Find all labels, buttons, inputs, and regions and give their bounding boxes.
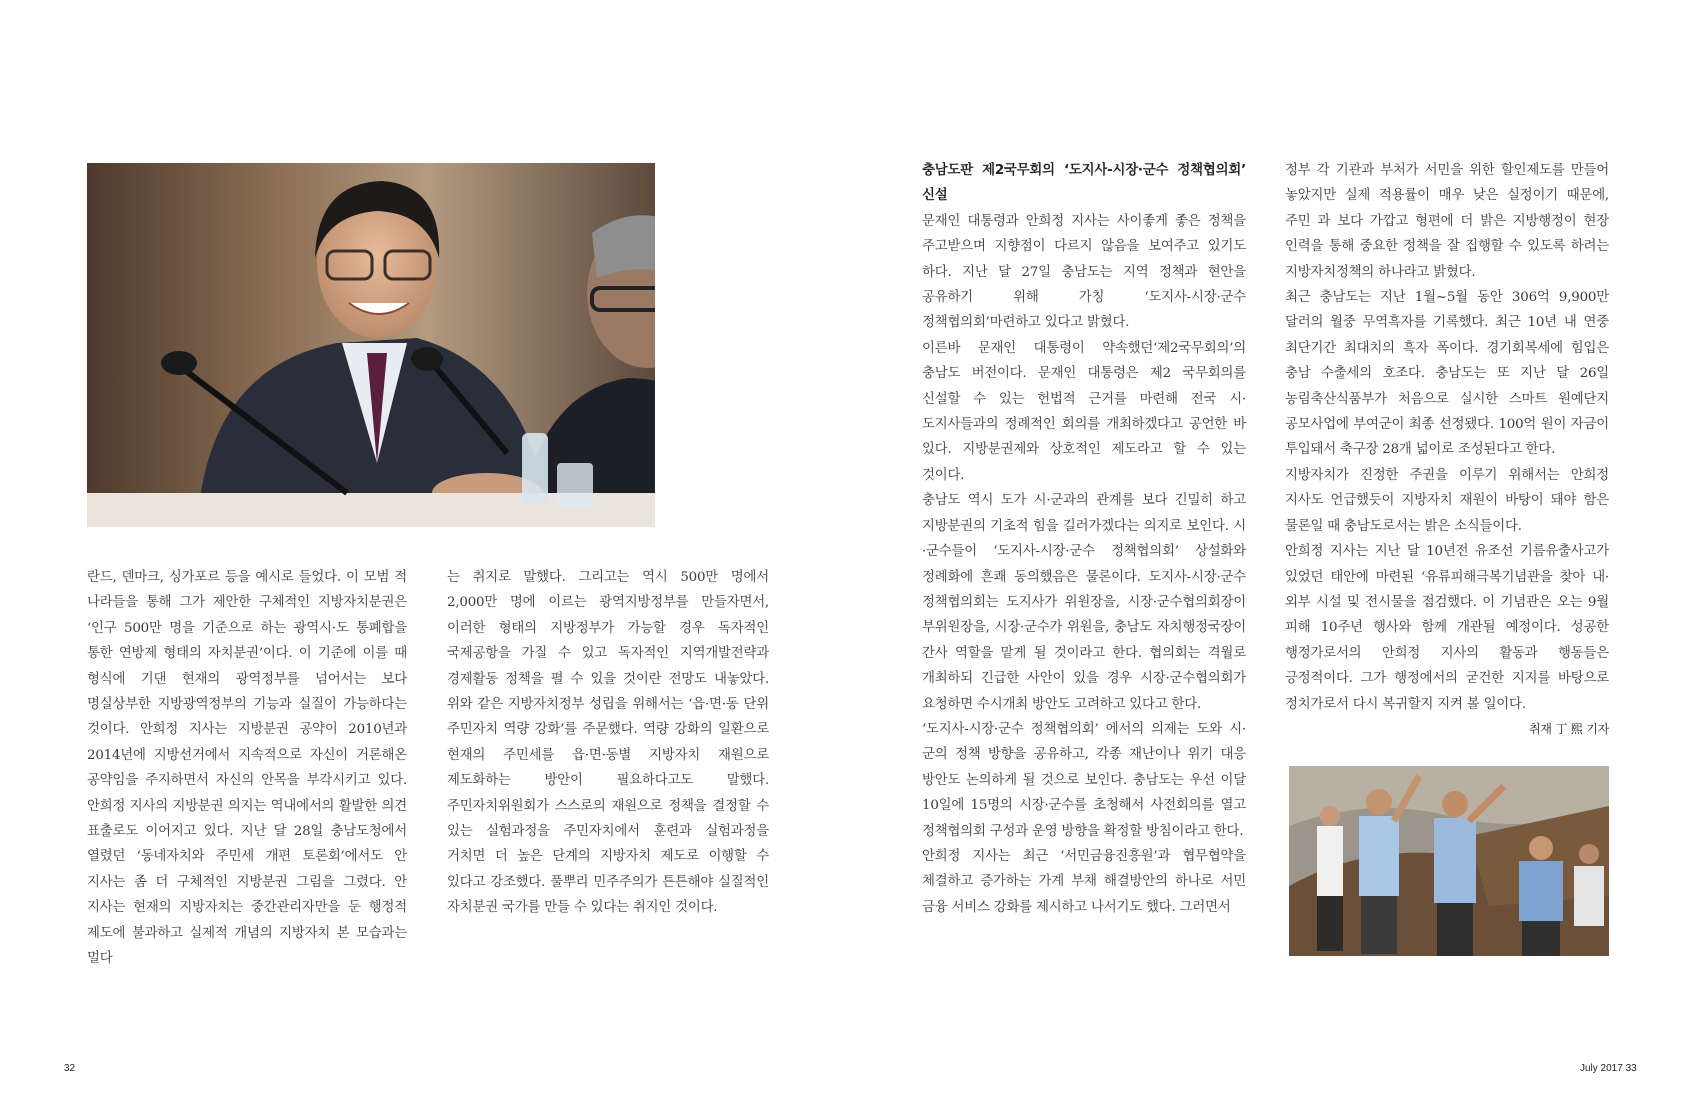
paragraph: 지방자치가 진정한 주권을 이루기 위해서는 안희정 지사도 언급했듯이 지방자치 재원이 바탕이 돼야 함은 물론일 때 충남도로서는 밝은 소식들이다. (1285, 467, 1609, 534)
paragraph: 최근 충남도는 지난 1월~5월 동안 306억 9,900만 달러의 월중 무역흑자를 기록했다. 최근 10년 내 연중 최단기간 최대치의 흑자 폭이다. 경기회복세에 힘입은 충남 수출세의 호조다. 충남도는 또 지난 달 26일 농림축산식품부가 처음으로 실시한 스마트 원예단지 공모사업에 부여군이 최종 선정됐다. 100억 원이 자금이 투입돼서 축구장 28개 넓이로 조성된다고 한다. (1285, 290, 1609, 458)
site-visit-photo (1289, 766, 1609, 956)
site-visit-photo-icon (1289, 766, 1609, 956)
paragraph: 정부 각 기관과 부처가 서민을 위한 할인제도를 만들어 놓았지만 실제 적용률이 매우 낮은 실정이기 때문에, 주민 과 보다 가깝고 형편에 더 밝은 지방행정이 현장 인력을 통해 중요한 정책을 잘 집행할 수 있도록 하려는 지방자치정책의 하나라고 밝혔다. (1285, 163, 1609, 280)
section-heading: 충남도판 제2국무회의 ‘도지사-시장·군수 정책협의회’ 신설 (922, 163, 1246, 204)
paragraph: 는 취지로 말했다. 그리고는 역시 500만 명에서 2,000만 명에 이르는 광역지방정부를 만들자면서, 이러한 형태의 지방정부가 가능할 경우 독자적인 국제공항을 가질 수 있고 독자적인 지역개발전략과 경제활동 정책을 펼 수 있을 것이란 전망도 내놓았다. 위와 같은 지방자치정부 성립을 위해서는 ‘읍·면·동 단위 주민자치 역량 강화’를 주문했다. 역량 강화의 일환으로 현재의 주민세를 읍·면·동별 지방자치 재원으로 제도화하는 방안이 필요하다고도 말했다. 주민자치위원회가 스스로의 재원으로 정책을 결정할 수 있는 실험과정을 주민자치에서 훈련과 실험과정을 거치면 더 높은 단계의 지방자치 제도로 이행할 수 있다고 강조했다. 풀뿌리 민주주의가 튼튼해야 실질적인 자치분권 국가를 만들 수 있다는 취지인 것이다. (447, 570, 769, 916)
conference-photo-icon (87, 163, 655, 527)
page-number-right: July 2017 33 (1580, 1063, 1637, 1074)
left-column-2 (447, 565, 769, 921)
paragraph: 이른바 문재인 대통령이 약속했던‘제2국무회의’의 충남도 버전이다. 문재인 대통령은 제2 국무회의를 신설할 수 있는 헌법적 근거를 마련해 전국 시·도지사들과의 정례적인 회의를 개최하겠다고 공언한 바 있다. 지방분권제와 상호적인 제도라고 할 수 있는 것이다. (922, 340, 1246, 483)
conference-photo (87, 163, 655, 527)
right-column-1 (922, 158, 1246, 920)
right-column-2 (1285, 158, 1609, 742)
paragraph: 안희정 지사는 지난 달 10년전 유조선 기름유출사고가 있었던 태안에 마련된 ‘유류피해극복기념관을 찾아 내·외부 시설 및 전시물을 점검했다. 이 기념관은 오는 9월 피해 10주년 행사와 함께 개관될 예정이다. 성공한 행정가로서의 안희정 지사의 활동과 행동들은 긍정적이다. 그가 행정에서의 굳건한 지지를 바탕으로 정치가로서 다시 복귀할지 지켜 볼 일이다. (1285, 544, 1609, 712)
paragraph: 란드, 덴마크, 싱가포르 등을 예시로 들었다. 이 모범 적 나라들을 통해 그가 제안한 구체적인 지방자치분권은 ‘인구 500만 명을 기준으로 하는 광역시·도 통폐합을 통한 연방제 형태의 자치분권’이다. 이 기준에 이를 때 형식에 기댄 현재의 광역정부를 넘어서는 보다 명실상부한 지방광역정부의 기능과 실질이 가능하다는 것이다. 안희정 지사는 지방분권 공약이 2010년과 2014년에 지방선거에서 지속적으로 자신이 거론해온 공약임을 주지하면서 자신의 안목을 부각시키고 있다. 안희정 지사의 지방분권 의지는 역내에서의 활발한 의견 표출로도 이어지고 있다. 지난 달 28일 충남도청에서 열렸던 ‘동네자치와 주민세 개편 토론회’에서도 안 지사는 좀 더 구체적인 지방분권 그림을 그렸다. 안 지사는 현재의 지방자치는 중간관리자만을 둔 행정적 제도에 불과하고 실제적 개념의 지방자치 본 모습과는 멀다 (87, 570, 407, 967)
paragraph: ‘도지사-시장·군수 정책협의회’ 에서의 의제는 도와 시·군의 정책 방향을 공유하고, 각종 재난이나 위기 대응 방안도 논의하게 될 것으로 보인다. 충남도는 우선 이달 10일에 15명의 시장·군수를 초청해서 사전회의를 열고 정책협의회 구성과 운영 방향을 확정할 방침이라고 한다. (922, 721, 1246, 839)
paragraph: 안희정 지사는 최근 ‘서민금융진흥원’과 협무협약을 체결하고 증가하는 가계 부채 해결방안의 하나로 서민 금융 서비스 강화를 제시하고 나서기도 했다. 그러면서 (922, 848, 1246, 915)
byline: 취재 丁 熙 기자 (1528, 721, 1609, 736)
paragraph: 충남도 역시 도가 시·군과의 관계를 보다 긴밀히 하고 지방분권의 기초적 힘을 길러가겠다는 의지로 보인다. 시·군수들이 ‘도지사-시장·군수 정책협의회’ 상설화와 정례화에 흔쾌 동의했음은 물론이다. 도지사-시장·군수 정책협의회는 도지사가 위원장을, 시장·군수협의회장이 부위원장을, 시장·군수가 위원을, 충남도 자치행정국장이 간사 역할을 맡게 될 것이라고 한다. 협의회는 격월로 개최하되 긴급한 사안이 있을 경우 시장·군수협의회가 요청하면 수시개최 방안도 고려하고 있다고 한다. (922, 493, 1246, 712)
left-column-1 (87, 565, 407, 972)
paragraph: 문재인 대통령과 안희정 지사는 사이좋게 좋은 정책을 주고받으며 지향점이 다르지 않음을 보여주고 있기도 하다. 지난 달 27일 충남도는 지역 정책과 현안을 공유하기 위해 가칭 ‘도지사-시장·군수 정책협의회’마련하고 있다고 밝혔다. (922, 213, 1246, 331)
page-number-left: 32 (64, 1063, 76, 1074)
